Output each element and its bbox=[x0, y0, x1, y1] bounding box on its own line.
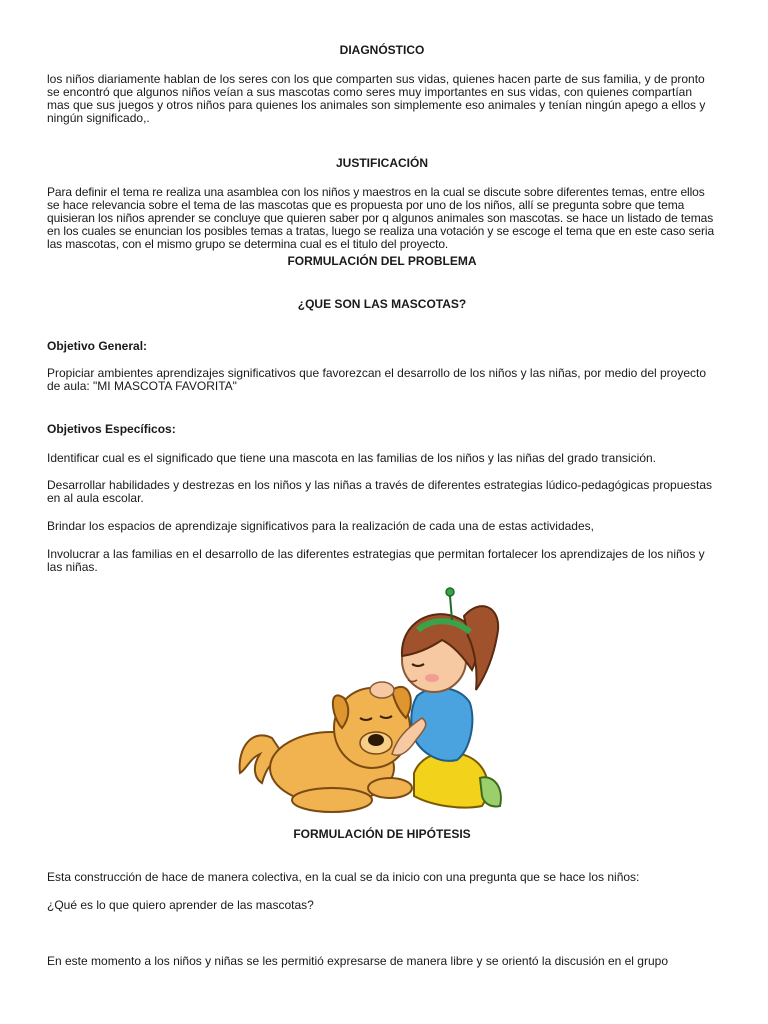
objetivo-especifico-2: Desarrollar habilidades y destrezas en los niños y las niñas a través de diferentes estrategias lúdico-pedagógicas propuestas en al aula escolar. bbox=[47, 478, 713, 505]
objetivo-especifico-3: Brindar los espacios de aprendizaje significativos para la realización de cada una de estas actividades, bbox=[47, 519, 594, 533]
dog-nose bbox=[368, 734, 384, 746]
justificacion-text: Para definir el tema re realiza una asamblea con los niños y maestros en la cual se discute sobre diferentes temas, entre ellos se hace relevancia sobre el tema de las mascotas que es propuesta por uno de los niños, allí se pregunta sobre que tema quisieran los niños aprender se concluye que quieren saber por q algunos animales son mascotas. se hace un listado de temas en los cuales se enuncian los posibles temas a tratas, luego se realiza una votación y se escoge el tema que en este caso seria las mascotas, con el mismo grupo se determina cual es el titulo del proyecto. bbox=[47, 185, 715, 251]
objetivo-general-label: Objetivo General: bbox=[47, 339, 148, 353]
hipotesis-paragraph-2: ¿Qué es lo que quiero aprender de las mascotas? bbox=[47, 898, 314, 912]
objetivos-especificos-label: Objetivos Específicos: bbox=[47, 422, 176, 436]
hipotesis-paragraph-3: En este momento a los niños y niñas se les permitió expresarse de manera libre y se orientó la discusión en el grupo bbox=[47, 954, 668, 968]
diagnostico-text: los niños diariamente hablan de los seres con los que comparten sus vidas, quienes hacen parte de sus familia, y de pronto se encontró que algunos niños veían a sus mascotas como seres muy importantes en sus vidas, con quienes compartían mas que sus juegos y otros niños para quienes los animales son simplemente eso animales y tenían ningún apego a ellos y ningún significado,. bbox=[47, 72, 706, 125]
objetivo-especifico-1: Identificar cual es el significado que tiene una mascota en las familias de los niños y las niñas del grado transición. bbox=[47, 451, 657, 465]
problema-question: ¿QUE SON LAS MASCOTAS? bbox=[297, 297, 467, 311]
hipotesis-paragraph-1: Esta construcción de hace de manera colectiva, en la cual se da inicio con una pregunta que se hace los niños: bbox=[47, 870, 640, 884]
objetivo-especifico-4: Involucrar a las familias en el desarrollo de las diferentes estrategias que permitan fortalecer los aprendizajes de los niños y las niñas. bbox=[47, 547, 705, 574]
girl-hand bbox=[370, 682, 394, 698]
problema-heading: FORMULACIÓN DEL PROBLEMA bbox=[287, 254, 477, 268]
dog-front-paw bbox=[368, 778, 412, 798]
justificacion-heading: JUSTIFICACIÓN bbox=[335, 156, 428, 170]
objetivo-general-text: Propiciar ambientes aprendizajes significativos que favorezcan el desarrollo de los niños y las niñas, por medio del proyecto de aula: "MI MASCOTA FAVORITA" bbox=[47, 366, 707, 393]
hipotesis-heading: FORMULACIÓN DE HIPÓTESIS bbox=[293, 827, 471, 841]
dog-paws bbox=[292, 788, 372, 812]
girl-petting-dog-illustration bbox=[232, 578, 518, 826]
headband-antenna bbox=[446, 588, 454, 596]
diagnostico-heading: DIAGNÓSTICO bbox=[339, 43, 425, 57]
girl-cheek bbox=[425, 674, 439, 682]
